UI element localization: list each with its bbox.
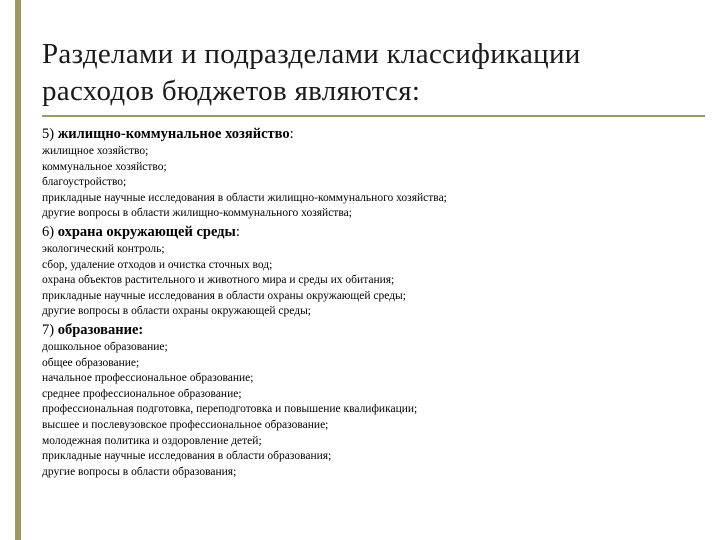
section-heading: [42, 222, 702, 242]
slide-title: [42, 36, 702, 110]
list-item: высшее и послевузовское профессиональное образование;: [42, 418, 329, 431]
list-item: благоустройство;: [42, 176, 127, 189]
list-item: молодежная политика и оздоровление детей;: [42, 434, 262, 447]
section-heading: [42, 320, 702, 340]
list-item: коммунальное хозяйство;: [42, 160, 167, 173]
title-line-1: Разделами и подразделами классификации: [42, 38, 581, 70]
accent-bar: [15, 0, 21, 540]
list-item: жилищное хозяйство;: [42, 145, 149, 157]
section-number: 7): [42, 321, 55, 338]
list-item: общее образование;: [42, 356, 140, 369]
list-item: экологический контроль;: [42, 242, 165, 255]
section-title: образование: [57, 321, 139, 338]
list-item: прикладные научные исследования в области жилищно-коммунального хозяйства;: [42, 191, 447, 204]
section-suffix: :: [289, 126, 294, 142]
list-item: дошкольное образование;: [42, 340, 168, 353]
list-item: другие вопросы в области охраны окружающей среды;: [42, 305, 311, 318]
title-divider: [42, 115, 705, 117]
section-heading: [42, 124, 702, 144]
list-item: среднее профессиональное образование;: [42, 387, 242, 400]
list-item: другие вопросы в области образования;: [42, 465, 237, 478]
list-item: прикладные научные исследования в области охраны окружающей среды;: [42, 289, 406, 302]
list-item: прикладные научные исследования в области образования;: [42, 450, 332, 463]
section-number: 5): [42, 126, 55, 142]
list-item: другие вопросы в области жилищно-коммунального хозяйства;: [42, 207, 352, 220]
section-number: 6): [42, 223, 55, 240]
title-line-2: расходов бюджетов являются:: [42, 75, 421, 107]
list-item: сбор, удаление отходов и очистка сточных вод;: [42, 258, 273, 271]
list-item: охрана объектов растительного и животного мира и среды их обитания;: [42, 274, 395, 287]
list-item: начальное профессиональное образование;: [42, 372, 254, 385]
list-item: профессиональная подготовка, переподготовка и повышение квалификации;: [42, 403, 418, 416]
section-title: жилищно-коммунальное хозяйство: [57, 126, 290, 142]
section-suffix: :: [235, 223, 240, 240]
section-title: охрана окружающей среды: [57, 223, 236, 240]
section-list: [42, 124, 702, 480]
section-suffix: :: [138, 321, 144, 338]
